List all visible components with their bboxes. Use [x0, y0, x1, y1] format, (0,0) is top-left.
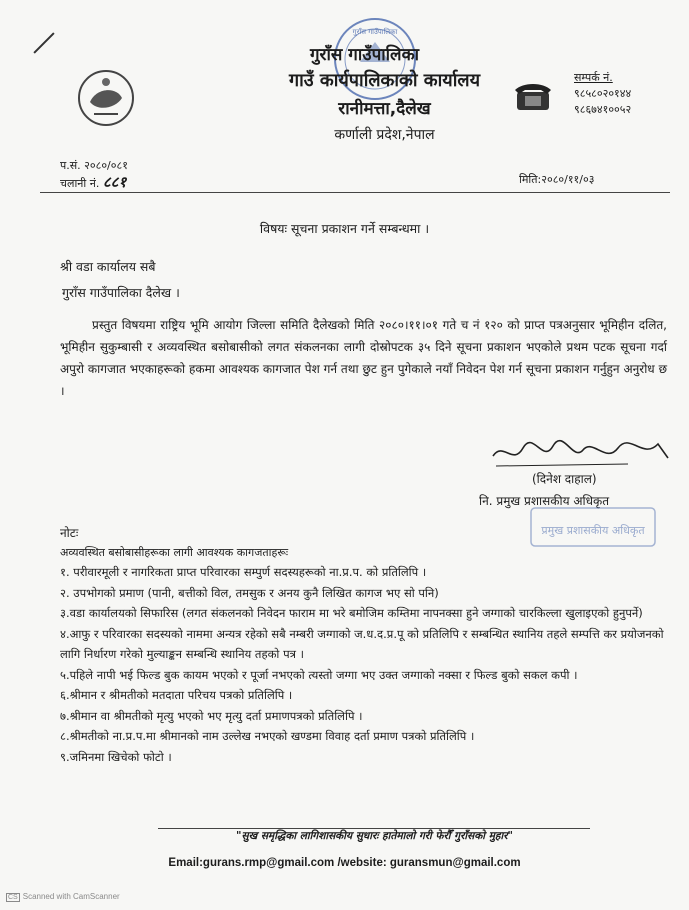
letter-reference — [60, 157, 128, 192]
signature-icon — [488, 436, 673, 470]
list-item: ६.श्रीमान र श्रीमतीको मतदाता परिचय पत्रको प्रतिलिपि । — [60, 688, 293, 702]
list-item: ७.श्रीमान वा श्रीमतीको मृत्यु भएको भए मृत्यु दर्ता प्रमाणपत्रको प्रतिलिपि । — [60, 708, 363, 723]
chalani-label: चलानी नं. — [60, 177, 100, 190]
list-item: २. उपभोगको प्रमाण (पानी, बत्तीको विल, तमसुक र अनय कुनै लिखित कागज भए सो पनि) — [60, 585, 439, 600]
scanner-watermark-text: Scanned with CamScanner — [22, 892, 120, 901]
chalani-number: ८८१ — [102, 173, 127, 191]
camscanner-icon: CS — [8, 894, 18, 901]
contact-block — [574, 70, 631, 118]
seal-text: गुराँस गाउँपालिका — [352, 28, 398, 36]
letter-subject: विषयः सूचना प्रकाशन गर्ने सम्बन्धमा । — [259, 221, 430, 236]
contact-label: सम्पर्क नं. — [574, 71, 613, 84]
signer-title: नि. प्रमुख प्रशासकीय अधिकृत — [479, 494, 610, 508]
list-item: ८.श्रीमतीको ना.प्र.प.मा श्रीमानको नाम उल्लेख नभएको खण्डमा विवाह दर्ता प्रमाण पत्रको प्रतिलिपि । — [60, 729, 475, 743]
province: कर्णाली प्रदेश,नेपाल — [334, 127, 435, 143]
letter-body: प्रस्तुत विषयमा राष्ट्रिय भूमि आयोग जिल्ला समिति दैलेखको मिति २०८०।११।०१ गते च नं १२० को प्राप्त पत्रअनुसार भूमिहीन दलित, भूमिहीन सुकुम्बासी र अव्यवस्थित बसोबासीको लगत संकलनका लागी दोस्रोपटक ३५ दिने सूचना प्रकाशन भएकोले प्रथम पटक सूचना गर्दा अपुरो कागजात भएकाहरूको हकमा आवश्यक कागजात पेश गर्न तथा छुट हुन पुगेकाले नयाँ निवेदन पेश गर्न सूचना प्रकाशन गर्नुहुन अनुरोध छ । — [60, 318, 667, 398]
office-location: रानीमत्ता,दैलेख — [338, 99, 431, 119]
documents-intro: अव्यवस्थित बसोबासीहरूका लागी आवश्यक कागजताहरूः — [60, 546, 289, 559]
letter-date: मिति:२०८०/११/०३ — [519, 173, 595, 186]
office-subtitle: गाउँ कार्यपालिकाको कार्यालय — [288, 70, 481, 91]
stamp-text: प्रमुख प्रशासकीय अधिकृत — [541, 524, 645, 537]
official-stamp-icon — [528, 504, 658, 550]
footer-email: Email:gurans.rmp@gmail.com /website: guransmun@gmail.com — [168, 857, 521, 869]
list-item: १. परीवारमूली र नागरिकता प्राप्त परिवारका सम्पुर्ण सदस्यहरूको ना.प्र.प. को प्रतिलिपि । — [60, 565, 427, 579]
fiscal-year: प.सं. २०८०/०८१ — [60, 159, 128, 172]
list-item: ३.वडा कार्यालयको सिफारिस (लगत संकलनको निवेदन फाराम मा भरे बमोजिम कम्तिमा नापनक्सा हुने जग्गाको चारकिल्ला खुलाइएकाे हुनुपर्ने) — [60, 606, 643, 620]
list-item: ५.पहिले नापी भई फिल्ड बुक कायम भएको र पूर्जा नभएको त्यस्तो जग्गा भए उक्त जग्गाको नक्सा र फिल्ड बुको सकल कपी । — [60, 667, 578, 682]
list-item: ४.आफु र परिवारका सदस्यको नाममा अन्यत्र रहेको सबै नम्बरी जग्गाको ज.ध.द.प्र.पू को प्रतिलिपि र सम्बन्धित स्थानिय तहले सम्पत्ति कर प्रयोजनको लागि निर्धारण गरेको मुल्याङ्कन सम्बन्धि स्थानिय तहको पत्र । — [60, 626, 664, 661]
office-name: गुराँस गाउँपालिका — [309, 45, 420, 65]
header-divider — [40, 192, 670, 193]
signer-name: (दिनेश दाहाल) — [532, 472, 597, 486]
scanner-watermark — [6, 892, 120, 902]
telephone-icon — [513, 80, 553, 112]
recipient-line: श्री वडा कार्यालय सबै — [60, 259, 156, 274]
required-documents-list — [60, 562, 675, 767]
note-label: नोटः — [60, 526, 79, 540]
footer-slogan: "सुख समृद्धिका लागिशासकीय सुधारः हातेमालो गरी फेरौँ गुराँसको मुहार" — [236, 830, 513, 842]
chalani-line — [60, 174, 128, 192]
recipient-line: गुराँस गाउँपालिका दैलेख । — [62, 285, 180, 300]
list-item: ९.जमिनमा खिचेको फोटो । — [60, 749, 172, 764]
phone-number: ९८५८०२०१४४ — [574, 87, 632, 100]
phone-number: ९८६७४१००५२ — [574, 103, 632, 116]
